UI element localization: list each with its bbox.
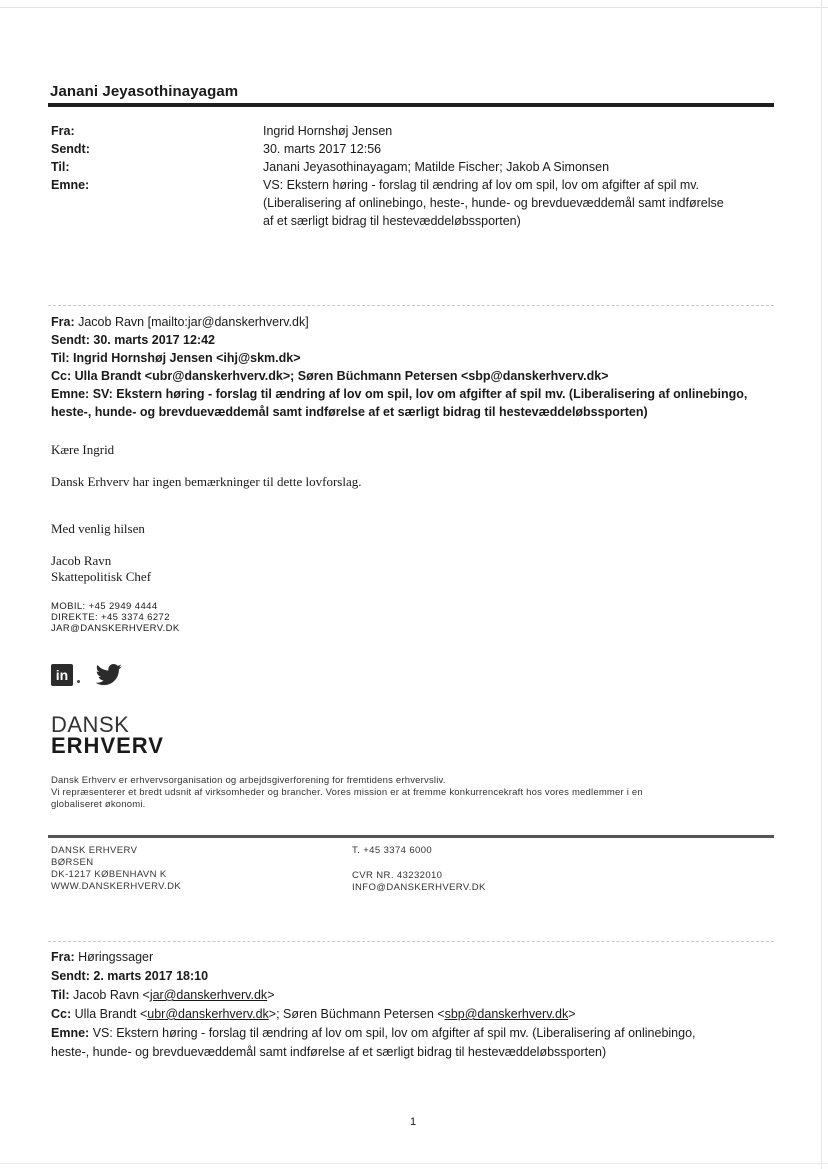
forward2-subject-label: Emne: bbox=[51, 1026, 90, 1040]
forward2-subject-value: VS: Ekstern høring - forslag til ændring af lov om spil, lov om afgifter af spil mv. (Liberalisering af onlinebingo, bbox=[92, 1026, 696, 1040]
subject-label: Emne: bbox=[51, 178, 90, 192]
forward1-from-label: Fra: bbox=[51, 315, 75, 329]
forward2-header bbox=[51, 948, 781, 1062]
contact-mobile: MOBIL: +45 2949 4444 bbox=[51, 601, 158, 612]
forward2-from-label: Fra: bbox=[51, 950, 75, 964]
closing: Med venlig hilsen bbox=[51, 521, 145, 536]
forward2-from-value: Høringssager bbox=[78, 950, 154, 964]
forward1-subject-label: Emne: bbox=[51, 387, 90, 401]
forward2-to-label: Til: bbox=[51, 988, 70, 1002]
subject-line: af et særligt bidrag til hestevæddeløbssporten) bbox=[263, 214, 521, 228]
to-label: Til: bbox=[51, 160, 70, 174]
org-description bbox=[51, 775, 781, 811]
message-text: Dansk Erhverv har ingen bemærkninger til dette lovforslag. bbox=[51, 474, 362, 489]
linkedin-icon[interactable]: in bbox=[51, 664, 73, 686]
forward1-cc-label: Cc: bbox=[51, 369, 72, 383]
greeting: Kære Ingrid bbox=[51, 442, 115, 457]
forward2-cc-label: Cc: bbox=[51, 1007, 72, 1021]
forward1-sent-value: 30. marts 2017 12:42 bbox=[93, 333, 215, 347]
sent-label: Sendt: bbox=[51, 142, 90, 156]
forward2-cc-prefix: Ulla Brandt < bbox=[74, 1007, 148, 1021]
forward2-subject-cont: heste-, hunde- og brevduevæddemål samt indførelse af et særligt bidrag til hestevæddeløbssporten) bbox=[51, 1045, 607, 1059]
logo-dansk: DANSK bbox=[51, 712, 130, 737]
footer-building: BØRSEN bbox=[51, 857, 94, 868]
forward1-sent bbox=[51, 331, 781, 349]
forward2-to-prefix: Jacob Ravn < bbox=[73, 988, 150, 1002]
contact-direct: DIREKTE: +45 3374 6272 bbox=[51, 612, 170, 623]
subject-line: (Liberalisering af onlinebingo, heste-, hunde- og brevduevæddemål samt indførelse bbox=[263, 196, 724, 210]
forward2-cc-email-link[interactable]: ubr@danskerhverv.dk bbox=[147, 1007, 269, 1021]
forward2-cc-mid: >; Søren Büchmann Petersen < bbox=[268, 1007, 445, 1021]
forward2-to-suffix: > bbox=[267, 988, 275, 1002]
forward2-cc-suffix: > bbox=[568, 1007, 576, 1021]
forward1-subject-value: SV: Ekstern høring - forslag til ændring af lov om spil, lov om afgifter af spil mv. (Liberalisering af onlinebingo, bbox=[92, 387, 748, 401]
mailbox-owner-name: Janani Jeyasothinayagam bbox=[50, 83, 239, 100]
forward2-subject bbox=[51, 1024, 781, 1043]
from-label: Fra: bbox=[51, 124, 75, 138]
description-line: Vi repræsenterer et bredt udsnit af virksomheder og brancher. Vores mission er at fremme konkurrencekraft hos vores medlemmer i en bbox=[51, 787, 643, 798]
forward2-from bbox=[51, 948, 781, 967]
contact-block bbox=[51, 601, 180, 634]
forward1-from bbox=[51, 313, 781, 331]
footer-website[interactable]: WWW.DANSKERHVERV.DK bbox=[51, 881, 182, 892]
footer-divider bbox=[48, 835, 774, 838]
footer-phone: T. +45 3374 6000 bbox=[352, 845, 433, 856]
separator-dot bbox=[77, 680, 80, 683]
logo-erhverv: ERHVERV bbox=[51, 733, 164, 758]
description-line: globaliseret økonomi. bbox=[51, 799, 146, 810]
forward-separator bbox=[48, 941, 774, 942]
forward2-sent-label: Sendt: bbox=[51, 969, 90, 983]
scan-bottom-edge bbox=[0, 1163, 828, 1164]
forward1-subject bbox=[51, 385, 781, 403]
to-value: Janani Jeyasothinayagam; Matilde Fischer; Jakob A Simonsen bbox=[263, 160, 610, 174]
forward1-sent-label: Sendt: bbox=[51, 333, 90, 347]
description-line: Dansk Erhverv er erhvervsorganisation og arbejdsgiverforening for fremtidens erhvervsliv. bbox=[51, 775, 446, 786]
footer-city: DK-1217 KØBENHAVN K bbox=[51, 869, 167, 880]
forward2-cc-email-link[interactable]: sbp@danskerhverv.dk bbox=[444, 1007, 569, 1021]
footer-cvr: CVR NR. 43232010 bbox=[352, 870, 443, 881]
twitter-icon[interactable] bbox=[95, 664, 123, 686]
forward1-subject-cont: heste-, hunde- og brevduevæddemål samt indførelse af et særligt bidrag til hestevæddeløbssporten) bbox=[51, 405, 648, 419]
sender-name: Jacob Ravn bbox=[51, 553, 112, 568]
footer-address bbox=[51, 845, 181, 893]
forward1-cc bbox=[51, 367, 781, 385]
scan-right-edge bbox=[821, 0, 822, 1169]
footer-info-email[interactable]: INFO@DANSKERHVERV.DK bbox=[352, 882, 486, 893]
forward1-to bbox=[51, 349, 781, 367]
footer-org: DANSK ERHVERV bbox=[51, 845, 138, 856]
forward1-from-value: Jacob Ravn [mailto:jar@danskerhverv.dk] bbox=[78, 315, 309, 329]
contact-email: JAR@DANSKERHVERV.DK bbox=[51, 623, 180, 634]
from-value: Ingrid Hornshøj Jensen bbox=[263, 124, 393, 138]
forward1-to-label: Til: bbox=[51, 351, 70, 365]
subject-value bbox=[263, 176, 783, 230]
forward1-header bbox=[51, 313, 781, 421]
sent-value: 30. marts 2017 12:56 bbox=[263, 142, 382, 156]
forward2-sent-value: 2. marts 2017 18:10 bbox=[93, 969, 209, 983]
owner-divider bbox=[48, 103, 774, 107]
sender-title: Skattepolitisk Chef bbox=[51, 569, 152, 584]
subject-line: VS: Ekstern høring - forslag til ændring af lov om spil, lov om afgifter af spil mv. bbox=[263, 178, 700, 192]
forward2-sent bbox=[51, 967, 781, 986]
forward2-to-email-link[interactable]: jar@danskerhverv.dk bbox=[149, 988, 268, 1002]
scan-top-edge bbox=[0, 7, 828, 8]
forward1-to-value: Ingrid Hornshøj Jensen <ihj@skm.dk> bbox=[73, 351, 301, 365]
forward-separator bbox=[48, 305, 774, 306]
forward1-cc-value: Ulla Brandt <ubr@danskerhverv.dk>; Søren Büchmann Petersen <sbp@danskerhverv.dk> bbox=[74, 369, 609, 383]
page-number: 1 bbox=[410, 1116, 417, 1128]
forward2-to bbox=[51, 986, 781, 1005]
forward2-cc bbox=[51, 1005, 781, 1024]
